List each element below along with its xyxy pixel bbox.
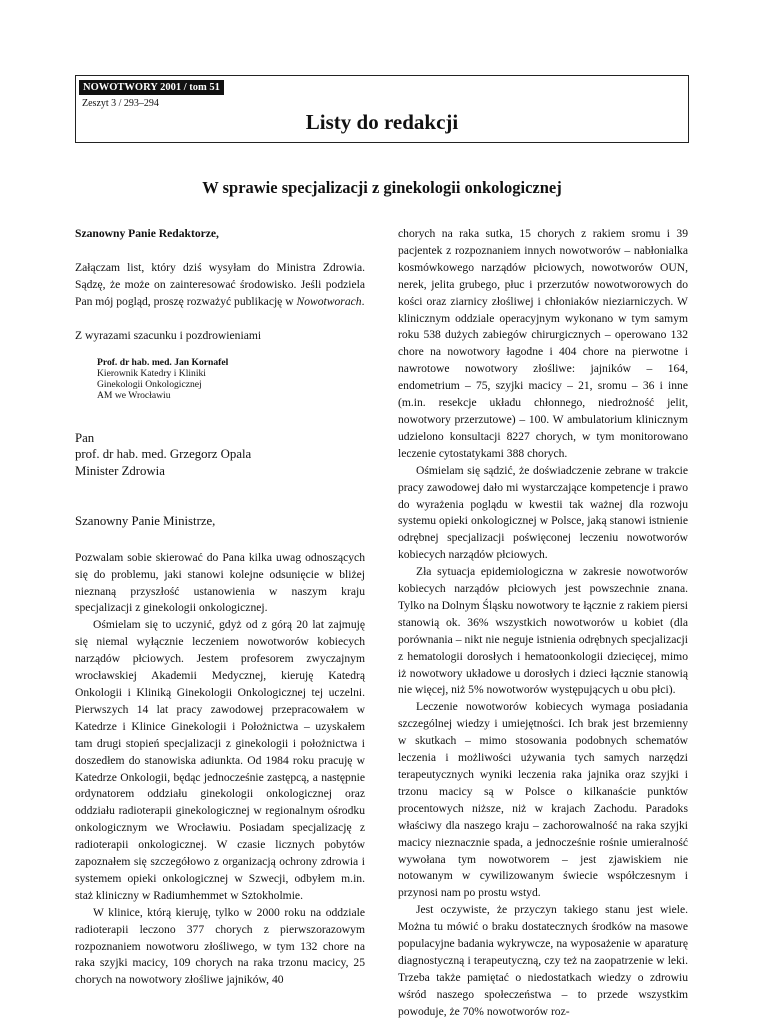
journal-name: Nowotworach (296, 294, 362, 308)
body-paragraph: W klinice, którą kieruję, tylko w 2000 roku na oddziale radioterapii leczono 377 chorych z pierwszorazowym rozpoznaniem nowotworu złośliwego, w tym 132 chore na raka szyjki macicy, 109 chorych na raka trzonu macicy, 25 chorych na nowotwory złośliwe jajników, 40 (75, 905, 365, 987)
addressee-line: prof. dr hab. med. Grzegorz Opala (75, 447, 252, 462)
left-column (75, 226, 365, 989)
issue-line: Zeszyt 3 / 293–294 (82, 98, 159, 109)
article-title: W sprawie specjalizacji z ginekologii onkologicznej (202, 178, 562, 197)
journal-label: NOWOTWORY 2001 / tom 51 (79, 80, 224, 95)
closing-line: Z wyrazami szacunku i pozdrowieniami (75, 328, 262, 342)
body-paragraph: Zła sytuacja epidemiologiczna w zakresie nowotworów kobiecych narządów płciowych jest powszechnie znana. Tylko na Dolnym Śląsku nowotwory te łącznie z rakiem piersi stanowią ok. 36% wszystkich nowotworów u kobiet (dla porównania – nikt nie neguje istnienia odrębnych specjalizacji z hematologii dorosłych i hematoonkologii dziecięcej, mimo iż nowotwory układowe u dorosłych i dzieci łącznie stanowią nie więcej, niż 5% nowotworów występujących u obu płci). (398, 565, 688, 697)
signature-role: AM we Wrocławiu (97, 390, 171, 402)
intro-text: Załączam list, który dziś wysyłam do Ministra Zdrowia. Sądzę, że może on zainteresować środowisko. Jeśli podziela Pan mój pogląd, proszę rozważyć publikację w (75, 260, 365, 308)
body-paragraph: Pozwalam sobie skierować do Pana kilka uwag odnoszących się do problemu, jaki stanowi kolejne odsunięcie w bliżej nieznaną przyszłość ustanowienia w naszym kraju specjalizacji z ginekologii onkologicznej. (75, 550, 365, 615)
body-paragraph: Leczenie nowotworów kobiecych wymaga posiadania szczególnej wiedzy i umiejętności. Ich brak jest brzemienny w skutkach – mimo stosowania podobnych schematów leczenia i możliwości używania tych samych narzędzi terapeutycznych wyniki leczenia raka jajnika oraz szyjki i trzonu macicy są w Polsce o kilkanaście punktów procentowych niższe, niż w krajach Zachodu. Paradoks właściwy dla naszego kraju – zachorowalność na raka szyjki macicy nieznacznie spada, a jednocześnie rośnie umieralność wywołana tym nowotworem – jest zjawiskiem nie notowanym w cywilizowanym świecie współczesnym i przynosi nam po prostu wstyd. (398, 700, 688, 900)
editor-salutation: Szanowny Panie Redaktorze, (75, 227, 219, 240)
journal-header (75, 75, 689, 143)
minister-greeting: Szanowny Panie Ministrze, (75, 514, 216, 529)
addressee-block (75, 430, 365, 480)
signature-role: Ginekologii Onkologicznej (97, 379, 202, 391)
right-column (398, 226, 688, 1021)
intro-end: . (361, 294, 365, 308)
body-paragraph: chorych na raka sutka, 15 chorych z rakiem sromu i 39 pacjentek z rozpoznaniem innych nowotworów – nabłonialka kosmówkowego narządów płciowych, nowotworów OUN, nerek, jelita grubego, płuc i przerzutów nowotworowych do kości oraz ziarnicy złośliwej i chłoniaków nieziarniczych. W klinicznym oddziale operacyjnym wykonano w tym samym roku 538 dużych zabiegów chirurgicznych – operowano 132 chore na nowotwory łagodne i 404 chore na pierwotne i nawrotowe nowotwory złośliwe: jajników – 164, endometrium – 75, szyjki macicy – 21, sromu – 36 i inne (m.in. resekcje układu chłonnego, niedrożność jelit, nowotwory przerzutowe) – 100. W ambulatorium klinicznym udzielono konsultacji 8227 chorych, w tym monitorowano leczenie cytostatykami 388 chorych. (398, 227, 688, 460)
signature-block (97, 357, 365, 402)
body-paragraph: Jest oczywiste, że przyczyn takiego stanu jest wiele. Można tu mówić o braku dostatecznych środków na masowe populacyjne badania wykrywcze, na wyposażenie w aparaturę diagnostyczną i terapeutyczną, czy też na zaopatrzenie w leki. Trzeba także pamiętać o niedostatkach wiedzy o zdrowiu wśród naszego społeczeństwa – to przede wszystkim powoduje, że 70% nowotworów roz- (398, 903, 688, 1018)
addressee-line: Pan (75, 430, 95, 445)
signature-name: Prof. dr hab. med. Jan Kornafel (97, 356, 229, 368)
section-title: Listy do redakcji (305, 110, 459, 134)
intro-paragraph (75, 260, 365, 311)
body-paragraph: Ośmielam się to uczynić, gdyż od z górą 20 lat zajmuję się niemal wyłącznie leczeniem nowotworów kobiecych narządów płciowych. Jestem profesorem zwyczajnym wrocławskiej Akademii Medycznej, kieruję Katedrą Onkologii i Kliniką Ginekologii Onkologicznej tej uczelni. Pierwszych 14 lat pracy zawodowej przepracowałem w Katedrze i Klinice Ginekologii i Położnictwa – uzyskałem tam drugi stopień specjalizacji z ginekologii i położnictwa i doszedłem do stanowiska adiunkta. Od 1984 roku pracuję w Katedrze Onkologii, będąc jednocześnie zastępcą, a następnie ordynatorem oddziału ginekologii onkologicznej oraz oddziału radioterapii ginekologicznej w regionalnym ośrodku onkologicznym we Wrocławiu. Posiadam specjalizację z radioterapii onkologicznej. W czasie licznych pobytów zapoznałem się szczegółowo z organizacją ochrony zdrowia i systemem opieki onkologicznej w Szwecji, odbyłem m.in. staż kliniczny w Radiumhemmet w Sztokholmie. (75, 618, 365, 902)
signature-role: Kierownik Katedry i Kliniki (97, 367, 206, 379)
body-paragraph: Ośmielam się sądzić, że doświadczenie zebrane w trakcie pracy zawodowej dało mi wystarczające kompetencje i prawo do wyrażenia poglądu w kwestii tak ważnej dla rozwoju systemu opieki onkologicznej w Polsce, jaką stanowi istnienie odrębnej specjalizacji poświęconej leczeniu nowotworów kobiecych narządów płciowych. (398, 463, 688, 562)
addressee-line: Minister Zdrowia (75, 463, 165, 478)
